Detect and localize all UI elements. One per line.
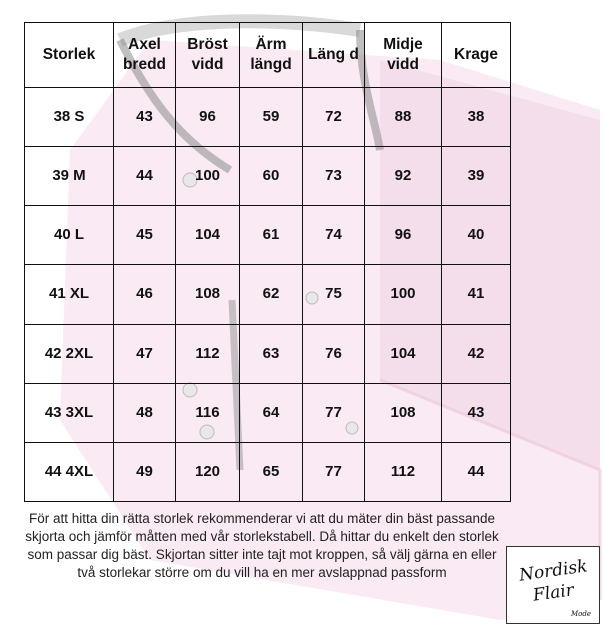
cell-size: 38 S bbox=[25, 88, 114, 147]
cell-brost: 116 bbox=[176, 383, 240, 442]
cell-size: 39 M bbox=[25, 147, 114, 206]
header-langd: Läng d bbox=[303, 23, 365, 88]
table-header-row bbox=[25, 23, 511, 88]
cell-midje: 88 bbox=[365, 88, 442, 147]
cell-size: 40 L bbox=[25, 206, 114, 265]
cell-size: 42 2XL bbox=[25, 324, 114, 383]
cell-size: 44 4XL bbox=[25, 442, 114, 501]
table-row bbox=[25, 324, 511, 383]
table-row bbox=[25, 265, 511, 324]
cell-brost: 96 bbox=[176, 88, 240, 147]
cell-langd: 72 bbox=[303, 88, 365, 147]
header-midje-vidd: Midje vidd bbox=[365, 23, 442, 88]
cell-krage: 39 bbox=[442, 147, 511, 206]
cell-midje: 108 bbox=[365, 383, 442, 442]
table-row bbox=[25, 383, 511, 442]
cell-midje: 104 bbox=[365, 324, 442, 383]
cell-krage: 38 bbox=[442, 88, 511, 147]
cell-krage: 43 bbox=[442, 383, 511, 442]
cell-arm: 61 bbox=[240, 206, 303, 265]
cell-krage: 44 bbox=[442, 442, 511, 501]
cell-axel: 49 bbox=[114, 442, 176, 501]
size-guide-description: För att hitta din rätta storlek rekommenderar vi att du mäter din bäst passande skjorta och jämför måtten med vår storlekstabell. Då hittar du enkelt den storlek som passar dig bäst. Skjortan sitter inte tajt mot kroppen, så välj gärna en eller två storlekar större om du vill ha en mer avslappnad passform bbox=[25, 511, 499, 580]
cell-midje: 96 bbox=[365, 206, 442, 265]
cell-axel: 43 bbox=[114, 88, 176, 147]
cell-axel: 45 bbox=[114, 206, 176, 265]
cell-langd: 77 bbox=[303, 442, 365, 501]
cell-brost: 104 bbox=[176, 206, 240, 265]
cell-brost: 112 bbox=[176, 324, 240, 383]
logo-word-flair: Flair bbox=[531, 580, 576, 606]
cell-axel: 47 bbox=[114, 324, 176, 383]
size-table bbox=[24, 22, 511, 502]
cell-midje: 100 bbox=[365, 265, 442, 324]
header-krage: Krage bbox=[442, 23, 511, 88]
logo-word-mode: Mode bbox=[570, 610, 591, 618]
cell-axel: 44 bbox=[114, 147, 176, 206]
cell-midje: 112 bbox=[365, 442, 442, 501]
cell-axel: 46 bbox=[114, 265, 176, 324]
header-arm-langd: Ärm längd bbox=[240, 23, 303, 88]
cell-arm: 64 bbox=[240, 383, 303, 442]
cell-arm: 59 bbox=[240, 88, 303, 147]
cell-langd: 73 bbox=[303, 147, 365, 206]
cell-arm: 65 bbox=[240, 442, 303, 501]
cell-size: 41 XL bbox=[25, 265, 114, 324]
cell-midje: 92 bbox=[365, 147, 442, 206]
cell-size: 43 3XL bbox=[25, 383, 114, 442]
cell-krage: 42 bbox=[442, 324, 511, 383]
cell-krage: 41 bbox=[442, 265, 511, 324]
cell-krage: 40 bbox=[442, 206, 511, 265]
header-storlek: Storlek bbox=[25, 23, 114, 88]
header-axel-bredd: Axel bredd bbox=[114, 23, 176, 88]
cell-langd: 77 bbox=[303, 383, 365, 442]
cell-brost: 120 bbox=[176, 442, 240, 501]
table-row bbox=[25, 442, 511, 501]
cell-langd: 76 bbox=[303, 324, 365, 383]
cell-brost: 100 bbox=[176, 147, 240, 206]
table-row bbox=[25, 206, 511, 265]
table-row bbox=[25, 147, 511, 206]
header-brost-vidd: Bröst vidd bbox=[176, 23, 240, 88]
cell-brost: 108 bbox=[176, 265, 240, 324]
logo-word-nordisk: Nordisk bbox=[517, 556, 589, 586]
cell-arm: 60 bbox=[240, 147, 303, 206]
brand-logo bbox=[506, 546, 600, 624]
cell-langd: 75 bbox=[303, 265, 365, 324]
cell-axel: 48 bbox=[114, 383, 176, 442]
cell-langd: 74 bbox=[303, 206, 365, 265]
cell-arm: 62 bbox=[240, 265, 303, 324]
table-row bbox=[25, 88, 511, 147]
cell-arm: 63 bbox=[240, 324, 303, 383]
